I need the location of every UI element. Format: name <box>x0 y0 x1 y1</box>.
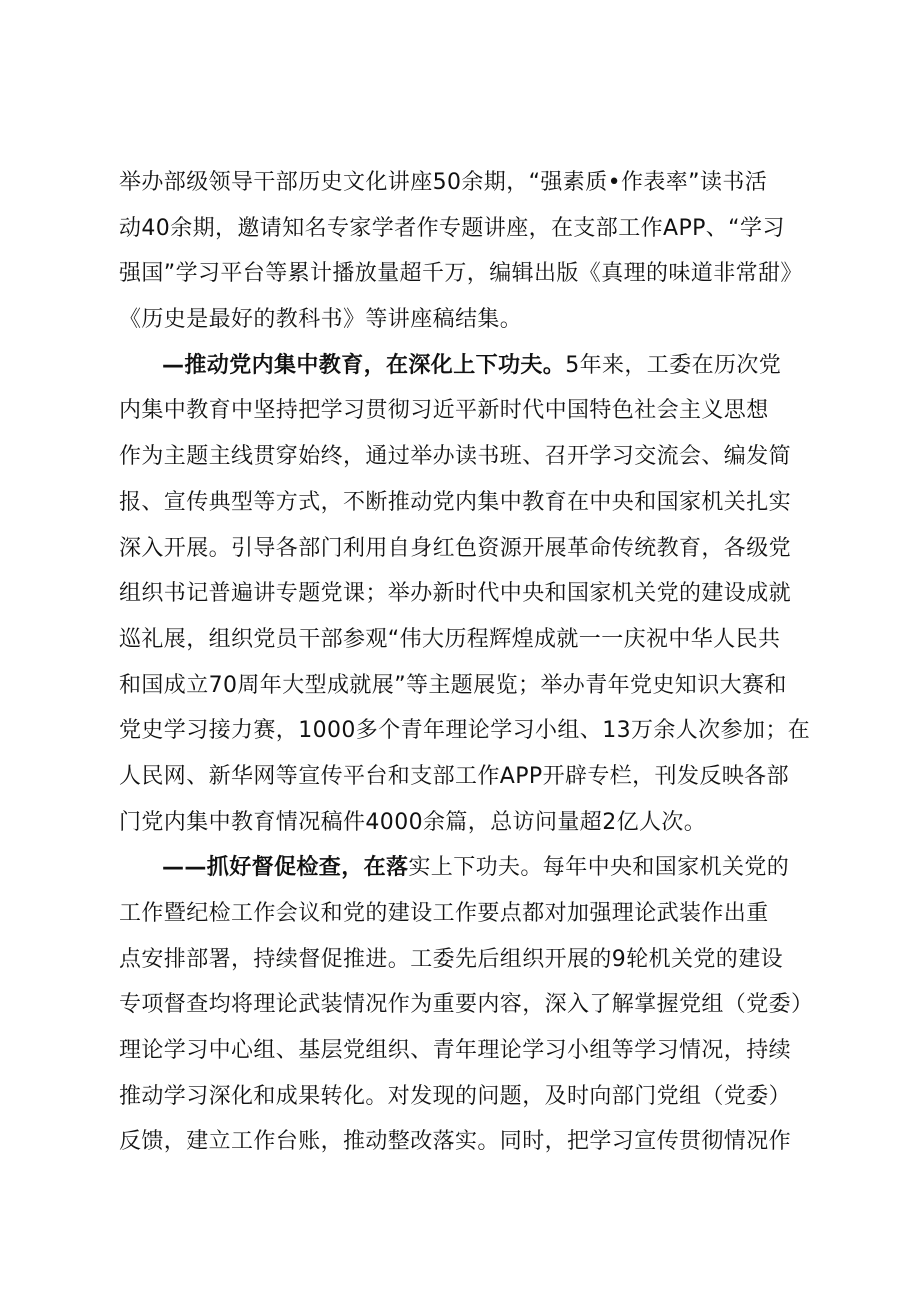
section-heading: —推动党内集中教育，在深化上下功夫。 <box>162 352 566 378</box>
text-line: 门党内集中教育情况稿件4000余篇，总访问量超2亿人次。 <box>119 809 707 835</box>
text-line: 动40余期，邀请知名专家学者作专题讲座，在支部工作APP、“学习 <box>119 215 785 241</box>
text-line: 作为主题主线贯穿始终，通过举办读书班、召开学习交流会、编发简 <box>119 444 792 470</box>
text-line: 强国”学习平台等累计播放量超千万，编辑出版《真理的味道非常甜》 <box>119 261 803 287</box>
text-line: 理论学习中心组、基层党组织、青年理论学习小组等学习情况，持续 <box>119 1038 792 1064</box>
section-heading: ——抓好督促检查，在落 <box>162 855 409 881</box>
text-line: 深入开展。引导各部门利用自身红色资源开展革命传统教育，各级党 <box>119 535 792 561</box>
text-line: 工作暨纪检工作会议和党的建设工作要点都对加强理论武装作出重 <box>119 901 769 926</box>
text-line: 推动学习深化和成果转化。对发现的问题，及时向部门党组（党委） <box>119 1083 792 1109</box>
text-line: 报、宣传典型等方式，不断推动党内集中教育在中央和国家机关扎实 <box>119 489 792 515</box>
text-line: 内集中教育中坚持把学习贯彻习近平新时代中国特色社会主义思想 <box>119 398 769 424</box>
text-line: 点安排部署，持续督促推进。工委先后组织开展的9轮机关党的建设 <box>119 946 783 972</box>
section-text: 实上下功夫。每年中央和国家机关党的 <box>408 855 790 881</box>
text-line: 和国成立70周年大型成就展”等主题展览；举办青年党史知识大赛和 <box>119 672 787 698</box>
section-text: 5年来，工委在历次党 <box>565 352 782 378</box>
text-line: 举办部级领导干部历史文化讲座50余期，“强素质•作表率”读书活 <box>119 170 768 195</box>
text-line: 组织书记普遍讲专题党课；举办新时代中央和国家机关党的建设成就 <box>119 581 792 607</box>
body-text <box>119 160 825 1165</box>
section-heading-line <box>119 845 825 891</box>
section-heading-line <box>119 343 825 389</box>
text-line: 人民网、新华网等宣传平台和支部工作APP开辟专栏，刊发反映各部 <box>119 763 789 789</box>
text-line: 巡礼展，组织党员干部参观“伟大历程辉煌成就一一庆祝中华人民共 <box>119 626 781 652</box>
text-line: 专项督查均将理论武装情况作为重要内容，深入了解掌握党组（党委） <box>119 992 814 1018</box>
text-line: 反馈，建立工作台账，推动整改落实。同时，把学习宣传贯彻情况作 <box>119 1129 792 1155</box>
text-line: 《历史是最好的教科书》等讲座稿结集。 <box>119 307 523 333</box>
text-line: 党史学习接力赛，1000多个青年理论学习小组、13万余人次参加；在 <box>119 718 811 744</box>
